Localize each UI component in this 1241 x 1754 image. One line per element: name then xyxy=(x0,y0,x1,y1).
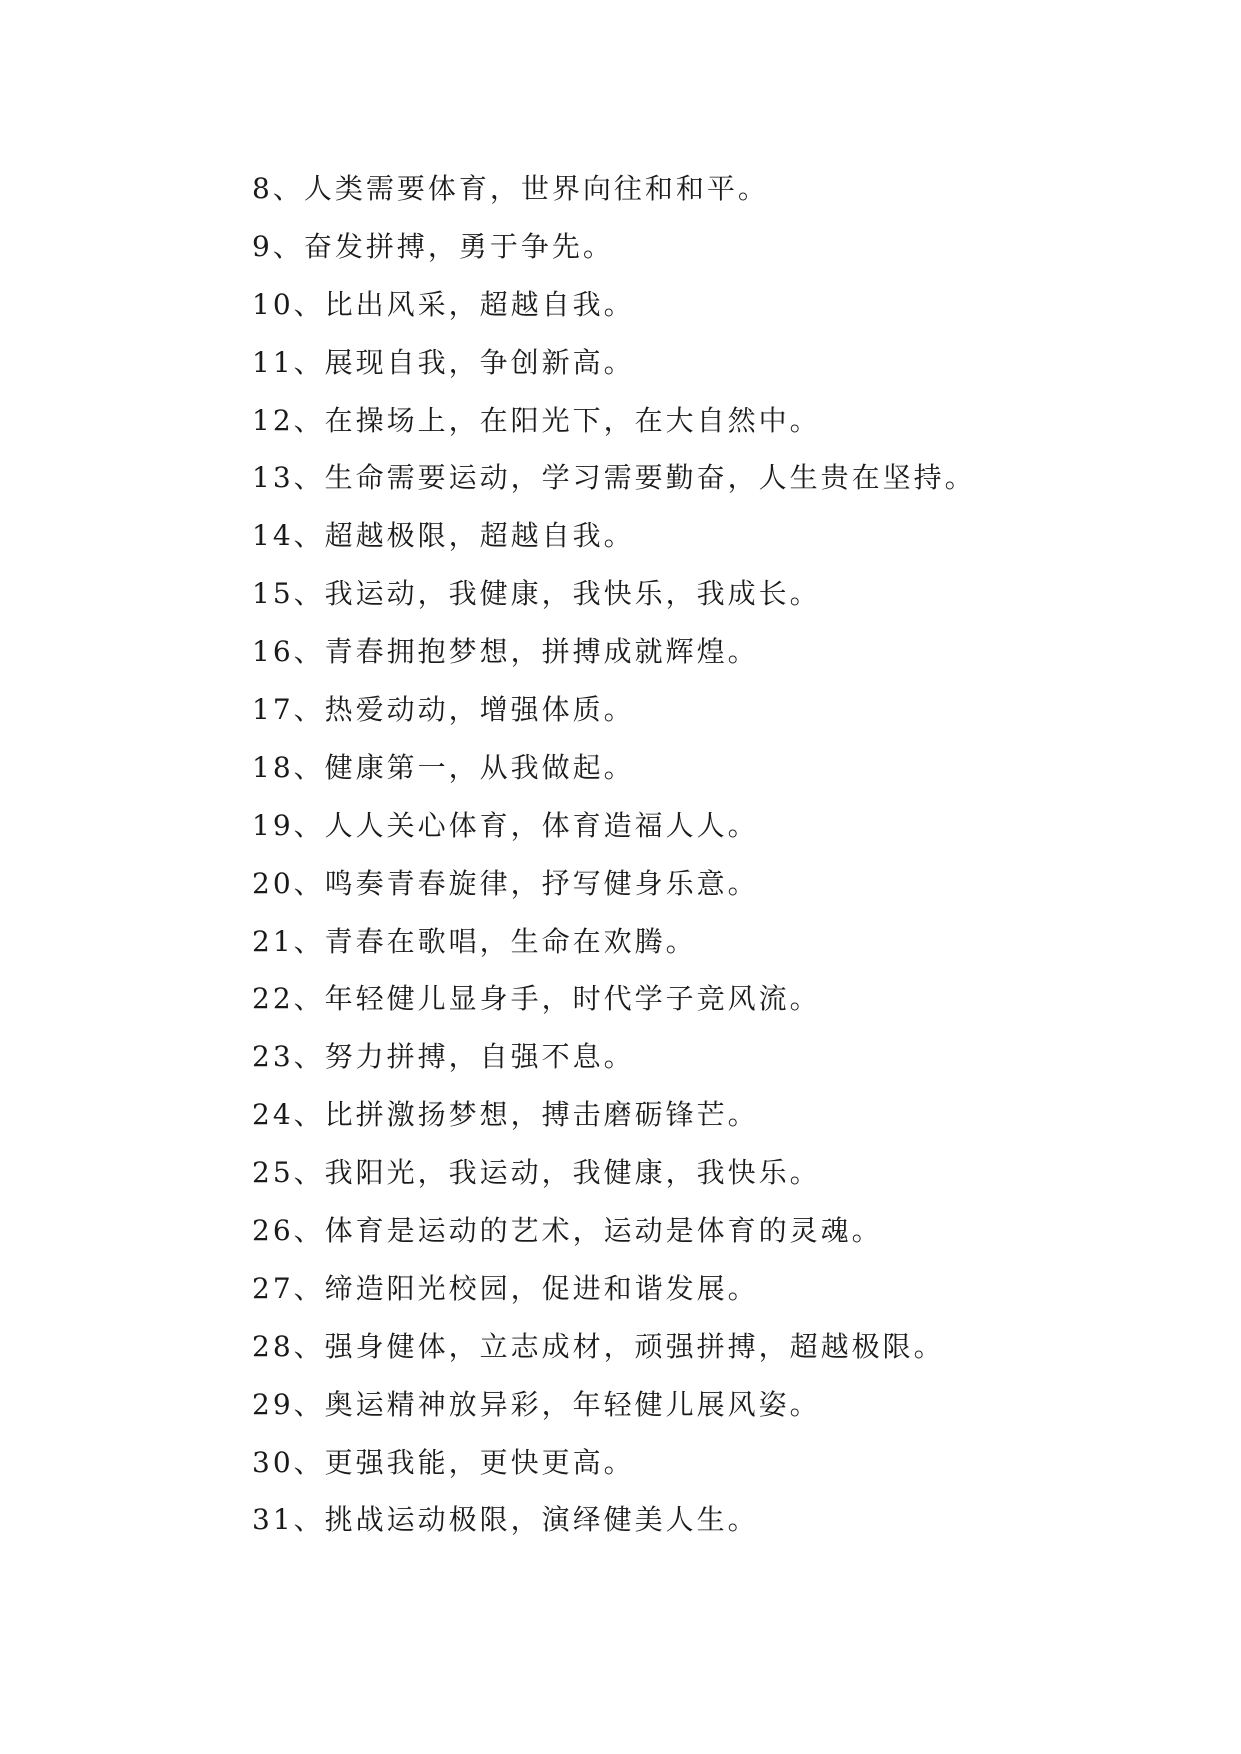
slogan-line: 21、青春在歌唱，生命在欢腾。 xyxy=(252,924,697,958)
slogan-line: 15、我运动，我健康，我快乐，我成长。 xyxy=(252,577,821,611)
slogan-line: 28、强身健体，立志成材，顽强拼搏，超越极限。 xyxy=(252,1329,945,1363)
slogan-line: 13、生命需要运动，学习需要勤奋，人生贵在坚持。 xyxy=(252,461,976,495)
slogan-line: 24、比拼激扬梦想，搏击磨砺锋芒。 xyxy=(252,1098,759,1132)
slogan-list xyxy=(252,160,1152,1549)
slogan-line: 12、在操场上，在阳光下，在大自然中。 xyxy=(252,403,821,437)
slogan-line: 30、更强我能，更快更高。 xyxy=(252,1445,635,1479)
slogan-line: 17、热爱动动，增强体质。 xyxy=(252,693,635,727)
slogan-line: 31、挑战运动极限，演绎健美人生。 xyxy=(252,1503,759,1537)
slogan-line: 26、体育是运动的艺术，运动是体育的灵魂。 xyxy=(252,1214,883,1248)
slogan-line: 11、展现自我，争创新高。 xyxy=(252,345,635,379)
slogan-line: 8、人类需要体育，世界向往和和平。 xyxy=(252,172,769,205)
slogan-line: 23、努力拼搏，自强不息。 xyxy=(252,1040,635,1074)
slogan-line: 16、青春拥抱梦想，拼搏成就辉煌。 xyxy=(252,635,759,669)
slogan-line: 22、年轻健儿显身手，时代学子竞风流。 xyxy=(252,982,821,1016)
slogan-line: 25、我阳光，我运动，我健康，我快乐。 xyxy=(252,1156,821,1190)
slogan-line: 27、缔造阳光校园，促进和谐发展。 xyxy=(252,1271,759,1305)
slogan-line: 29、奥运精神放异彩，年轻健儿展风姿。 xyxy=(252,1387,821,1421)
slogan-line: 18、健康第一，从我做起。 xyxy=(252,750,635,784)
slogan-line: 20、鸣奏青春旋律，抒写健身乐意。 xyxy=(252,866,759,900)
slogan-line: 14、超越极限，超越自我。 xyxy=(252,519,635,553)
slogan-line: 9、奋发拼搏，勇于争先。 xyxy=(252,229,614,263)
slogan-line: 10、比出风采，超越自我。 xyxy=(252,287,635,321)
slogan-line: 19、人人关心体育，体育造福人人。 xyxy=(252,808,759,842)
